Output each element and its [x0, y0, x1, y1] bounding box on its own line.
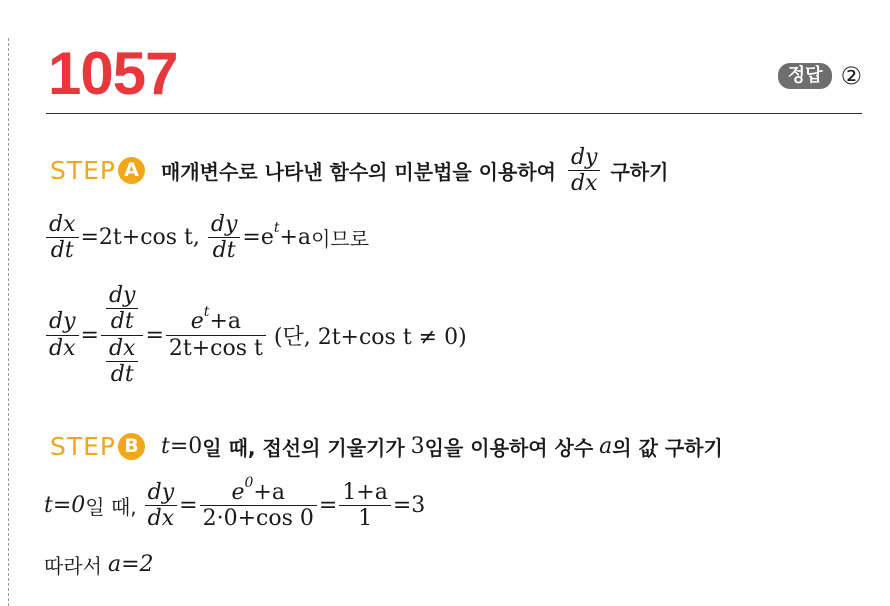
numerator: [228, 474, 288, 505]
denominator: dx: [147, 506, 175, 532]
step-b-heading: [50, 432, 723, 461]
step-word: STEP: [50, 156, 117, 186]
denominator: 2t+cos t: [168, 335, 263, 361]
equals-sign: =: [179, 493, 198, 519]
condition-text: (단, 2t+cos t ≠ 0): [273, 324, 467, 350]
denominator: dt: [110, 309, 134, 335]
math-line-3: [44, 474, 426, 532]
numerator: dx: [108, 335, 136, 361]
numerator: [188, 303, 244, 335]
eq1b-rhs: =e: [242, 225, 274, 251]
denominator: dx: [570, 171, 598, 197]
step-title-part: 일 때, 접선의 기울기가: [202, 436, 405, 460]
final-line: [44, 550, 154, 579]
equals-sign: =: [318, 493, 338, 519]
denominator: dx: [49, 335, 76, 361]
slope-value: 3: [410, 434, 425, 459]
step-word: STEP: [50, 432, 117, 461]
step-title: 매개변수로 나타낸 함수의 미분법을 이용하여: [161, 160, 556, 185]
math-line-1: [44, 212, 369, 264]
result: =3: [392, 493, 426, 519]
step-title-part: 임을 이용하여 상수: [424, 436, 594, 460]
numerator: dx: [49, 212, 76, 237]
numerator: dy: [49, 309, 76, 335]
numerator: dy: [210, 212, 238, 237]
plus-a: +a: [209, 309, 241, 335]
final-answer: a=2: [107, 552, 154, 577]
answer-choice: ②: [840, 62, 862, 90]
step-a-heading: [50, 145, 668, 197]
dy-dt-fraction: [106, 283, 139, 335]
answer-badge: 정답: [778, 63, 833, 90]
exponent: t: [273, 219, 280, 236]
denominator: 1: [358, 506, 373, 532]
answer-box: [778, 62, 862, 90]
dx-dt-fraction: [106, 336, 139, 388]
numerator: 1+a: [342, 480, 388, 505]
plus-a: +a: [279, 225, 312, 251]
dx-dt-fraction: [46, 212, 79, 264]
connector-text: 일 때,: [85, 495, 137, 520]
denominator: dt: [110, 361, 134, 387]
dy-dx-fraction: [145, 480, 178, 532]
page-margin-line: [8, 38, 9, 606]
step-title-end: 의 값 구하기: [612, 436, 723, 460]
compound-fraction: [101, 283, 144, 387]
step-letter-badge: A: [118, 157, 145, 184]
numerator: dy: [108, 283, 136, 308]
eq-zero: =0: [169, 434, 203, 459]
exponent: 0: [244, 474, 254, 491]
dy-dx-fraction: [46, 309, 79, 361]
simplified-fraction: [339, 480, 391, 532]
denominator: dt: [212, 238, 236, 264]
substituted-fraction: [200, 474, 317, 532]
t-equals-zero: t=0: [44, 493, 86, 519]
e-base: e: [190, 309, 204, 335]
result-fraction: [166, 303, 266, 361]
step-letter-badge: B: [118, 433, 145, 460]
eq1-rhs: =2t+cos t,: [80, 225, 200, 251]
var-t: t: [161, 434, 170, 459]
plus-a: +a: [253, 480, 285, 505]
numerator: dy: [147, 480, 175, 505]
denominator: dt: [50, 238, 74, 264]
header-divider: [46, 113, 862, 114]
compound-numerator: [101, 283, 144, 335]
var-a: a: [599, 434, 613, 459]
exponent: t: [203, 303, 210, 320]
therefore-text: 따라서: [44, 554, 102, 578]
step-title-end: 구하기: [610, 160, 669, 185]
e-base: e: [231, 480, 245, 505]
math-line-2: [44, 283, 467, 387]
equals-sign: =: [80, 322, 99, 348]
dy-dt-fraction: [208, 212, 241, 264]
denominator: 2·0+cos 0: [202, 506, 314, 532]
equals-sign: =: [145, 322, 164, 348]
compound-denominator: [101, 336, 144, 388]
problem-number: 1057: [48, 40, 178, 107]
connector-text: 이므로: [311, 227, 370, 252]
numerator: dy: [570, 145, 598, 170]
dy-dx-fraction: [568, 145, 601, 197]
